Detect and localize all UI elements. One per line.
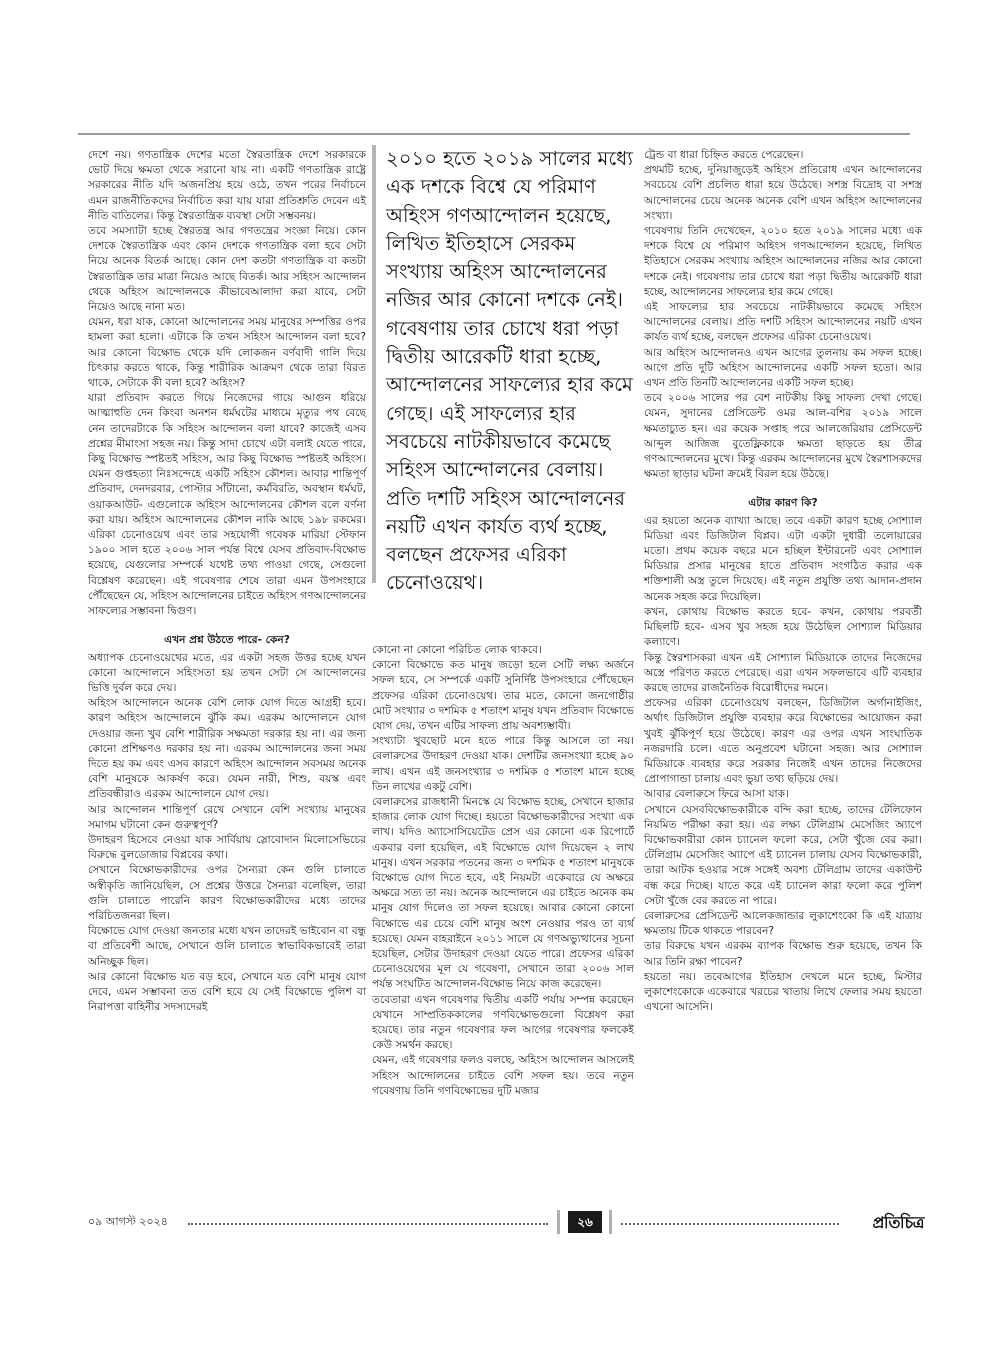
header-rule xyxy=(78,133,910,135)
publication-logo: প্রতিচিত্র xyxy=(872,1213,924,1232)
pull-quote-text: ২০১০ হতে ২০১৯ সালের মধ্যে এক দশকে বিশ্বে যে পরিমাণ অহিংস গণআন্দোলন হয়েছে, লিখিত ইতিহাসে সেরকম সংখ্যায় অহিংস আন্দোলনের নজির আর কোনো দশকে নেই। গবেষণায় তার চোখে ধরা পড়া দ্বিতীয় আরেকটি ধারা হচ্ছে, আন্দোলনের সাফল্যের হার কমে গেছে। এই সাফল্যের হার সবচেয়ে নাটকীয়ভাবে কমেছে সহিংস আন্দোলনের বেলায়। প্রতি দশটি সহিংস আন্দোলনের নয়টি এখন কার্যত ব্যর্থ হচ্ছে, বলছেন প্রফেসর এরিকা চেনোওয়েথ। xyxy=(386,147,633,595)
paragraph: সেখানে বিক্ষোভকারীদের ওপর সৈন্যরা কেন গুলি চালাতে অস্বীকৃতি জানিয়েছিল, সে প্রশ্নের উত্তরে সৈন্যরা বলেছিল, তারা গুলি চালাতে পারেনি কারণ বিক্ষোভকারীদের মধ্যে তাদের পরিচিতজনরা ছিল। xyxy=(88,864,366,922)
paragraph: বিক্ষোভে যোগ দেওয়া জনতার মধ্যে যখন তাদেরই ভাইবোন বা বন্ধু বা প্রতিবেশী আছে, সেখানে গুলি চালাতে স্বাভাবিকভাবেই তারা অনিচ্ছুক ছিল। xyxy=(88,925,366,968)
paragraph: সেখানে যেসববিক্ষোভকারীকে বন্দি করা হচ্ছে, তাদের টেলিফোন নিয়মিত পরীক্ষা করা হয়। এর লক্ষ্য টেলিগ্রাম মেসেজিং অ্যাপে বিক্ষোভকারীরা কোন চ্যানেল ফলো করে, সেটা খুঁজে বের করা। টেলিগ্রাম মেসেজিং অ্যাপে এই চ্যানেল চালায় যেসব বিক্ষোভকারী, তারা আটক হওয়ার সঙ্গে সঙ্গেই অবশ্য টেলিগ্রাম তাদের একাউন্ট বন্ধ করে দিচ্ছে। যাতে করে এই চ্যানেল কারা ফলো করে পুলিশ সেটা খুঁজে বের করতে না পারে। xyxy=(644,803,922,907)
paragraph: বেলারুসের প্রেসিডেন্ট আলেকজান্ডার লুকাশেংকো কি এই যাত্রায় ক্ষমতায় টিকে থাকতে পারবেন? xyxy=(644,909,922,938)
page-number: ২৬ xyxy=(568,1211,602,1233)
paragraph: কখন, কোথায় বিক্ষোভ করতে হবে- কখন, কোথায় পরবর্তী মিছিলটি হবে- এসব খুব সহজ হয়ে উঠেছিল সোশ্যাল মিডিয়ার কল্যাণে। xyxy=(644,605,922,649)
paragraph: তবে সমস্যাটা হচ্ছে স্বৈরতন্ত্র আর গণতন্ত্রের সংজ্ঞা নিয়ে। কোন দেশকে স্বৈরতান্ত্রিক এবং কোন দেশকে গণতান্ত্রিক বলা হবে সেটা নিয়ে অনেক বিতর্ক আছে। কোন দেশ কতটা গণতান্ত্রিক বা কতটা স্বৈরতান্ত্রিক তার মাত্রা নিয়েও আছে বিতর্ক। আর সহিংস আন্দোলন থেকে অহিংস আন্দোলনকে কীভাবেআলাদা করা যাবে, সেটা নিয়েও আছে নানা মত। xyxy=(88,225,366,314)
paragraph: তবেতারা এখন গবেষণার দ্বিতীয় একটি পর্যায় সম্পন্ন করেছেন যেখানে সাম্প্রতিককালের গণবিক্ষোভগুলো বিশ্লেষণ করা হয়েছে। তার নতুন গবেষণার ফল আগের গবেষণার ফলকেই কেউ সমর্থন করছে। xyxy=(372,993,634,1052)
paragraph: অহিংস আন্দোলনে অনেক বেশি লোক যোগ দিতে আগ্রহী হবে। কারণ অহিংস আন্দোলনে ঝুঁকি কম। এরকম আন্দোলনে যোগ দেওয়ার জন্য খুব বেশি শারীরিক সক্ষমতা দরকার হয় না। এর জন্য কোনো প্রশিক্ষণও দরকার হয় না। এরকম আন্দোলনের জন্য সময় দিতে হয় কম এবং এসব কারণে অহিংস আন্দোলন সবসময় অনেক বেশি মানুষকে আকর্ষণ করে। যেমন নারী, শিশু, বয়স্ক এবং প্রতিবন্ধীরাও এরকম আন্দোলনে যোগ দেয়। xyxy=(88,697,366,801)
paragraph: তবে ২০০৬ সালের পর বেশ নাটকীয় কিছু সাফল্য দেখা গেছে। যেমন, সুদানের প্রেসিডেন্ট ওমর আল-বশির ২০১৯ সালে ক্ষমতাচ্যুত হন। এর কয়েক সপ্তাহ পরে আলজেরিয়ার প্রেসিডেন্ট আব্দুল আজিজ বুতেফ্লিকাকে ক্ষমতা ছাড়তে হয় তীব্র গণআন্দোলনের মুখে। কিন্তু এরকম আন্দোলনের মুখে স্বৈরশাসকদের ক্ষমতা ছাড়ার ঘটনা ক্রমেই বিরল হয়ে উঠছে। xyxy=(644,392,922,481)
paragraph: প্রথমটি হচ্ছে, দুনিয়াজুড়েই অহিংস প্রতিরোধ এখন আন্দোলনের সবচেয়ে বেশি প্রচলিত ধারা হয়ে উঠেছে। সশস্ত্র বিদ্রোহ বা সশস্ত্র আন্দোলনের চেয়ে অনেক অনেক বেশি এখন অহিংস আন্দোলনের সংখ্যা। xyxy=(644,164,922,222)
paragraph: তার বিরুদ্ধে যখন এরকম ব্যাপক বিক্ষোভ শুরু হয়েছে, তখন কি আর তিনি রক্ষা পাবেন? xyxy=(644,940,922,968)
paragraph: যেমন, এই গবেষণার ফলও বলছে, অহিংস আন্দোলন আসলেই সহিংস আন্দোলনের চাইতে বেশি সফল হয়। তবে নতুন গবেষণায় তিনি গণবিক্ষোভের দুটি মজার xyxy=(372,1054,634,1097)
paragraph: কিন্তু স্বৈরশাসকরা এখন এই সোশ্যাল মিডিয়াকে তাদের নিজেদের অস্ত্রে পরিণত করতে পেরেছে। এরা এখন সফলভাবে এটি ব্যবহার করছে তাদের রাজনৈতিক বিরোধীদের দমনে। xyxy=(644,651,922,694)
article-column-2 xyxy=(372,148,634,1099)
paragraph: দেশে নয়। গণতান্ত্রিক দেশের মতো স্বৈরতান্ত্রিক দেশে সরকারকে ভোট দিয়ে ক্ষমতা থেকে সরানো যায় না। একটি গণতান্ত্রিক রাষ্ট্রে সরকারের নীতি যদি অজনপ্রিয় হয়ে ওঠে, তখন পরের নির্বাচনে এমন রাজনীতিকদের নির্বাচিত করা যায় যারা প্রতিশ্রুতি দেবেন এই নীতি বাতিলের। কিন্তু স্বৈরতান্ত্রিক ব্যবস্থা সেটা সম্ভবনয়। xyxy=(88,149,366,222)
paragraph: কোনো বিক্ষোভে কত মানুষ জড়ো হলে সেটি লক্ষ্য অর্জনে সফল হবে, সে সম্পর্কে একটি সুনির্দিষ্ট উপসংহারে পৌঁছেছেন প্রফেসর এরিকা চেনোওয়েথ। তার মতে, কোনো জনগোষ্ঠীর মোট সংখ্যার ৩ দশমিক ৫ শতাংশ মানুষ যখন প্রতিবাদ বিক্ষোভে যোগ দেয়, তখন এটির সাফল্য প্রায় অবশ্যম্ভাবী। xyxy=(372,659,634,733)
divider xyxy=(557,1210,560,1234)
paragraph: প্রফেসর এরিকা চেনোওয়েথ বলছেন, ডিজিটাল অর্গানাইজিং, অর্থাৎ ডিজিটাল প্রযুক্তি ব্যবহার করে বিক্ষোভের আয়োজন করা খুবই ঝুঁকিপূর্ণ হয়ে উঠেছে। কারণ এর ওপর এখন সাংঘাতিক নজরদারি চলে। এতে অনুপ্রবেশ ঘটানো সহজ। আর সোশ্যাল মিডিয়াকে ব্যবহার করে সরকার নিজেই এখন তাদের নিজেদের প্রোপাগান্ডা চালায় এবং ভুয়া তথ্য ছড়িয়ে দেয়। xyxy=(644,697,922,786)
issue-date: ০৯ আগস্ট ২০২৪ xyxy=(88,1215,168,1228)
dotted-leader xyxy=(621,1223,839,1225)
paragraph: উদাহরণ হিসেবে নেওয়া যাক সার্বিয়ায় স্লোবোদান মিলোসেভিচের বিরুদ্ধে বুলডোজার বিপ্লবের কথা। xyxy=(88,833,366,862)
paragraph: সংখ্যাটা খুবছোট মনে হতে পারে কিন্তু আসলে তা নয়। বেলারুসের উদাহরণ দেওয়া যাক। দেশটির জনসংখ্যা হচ্ছে ৯০ লাখ। এখন এই জনসংখ্যার ৩ দশমিক ৫ শতাংশ মানে হচ্ছে তিন লাখের একটু বেশি। xyxy=(372,735,634,793)
paragraph: আর অহিংস আন্দোলনও এখন আগের তুলনায় কম সফল হচ্ছে। আগে প্রতি দুটি অহিংস আন্দোলনের একটি সফল হতো। আর এখন প্রতি তিনটি আন্দোলনের একটি সফল হচ্ছে। xyxy=(644,346,922,390)
paragraph: বেলারুসের রাজধানী মিনস্কে যে বিক্ষোভ হচ্ছে, সেখানে হাজার হাজার লোক যোগ দিচ্ছে। হয়তো বিক্ষোভকারীদের সংখ্যা এক লাখ। যদিও অ্যাসোসিয়েটেড প্রেস এর কোনো এক রিপোর্টে একবার বলা হয়েছিল, এই বিক্ষোভে যোগ দিয়েছেন ২ লাখ মানুষ। এখন সরকার পতনের জন্য ৩ দশমিক ৫ শতাংশ মানুষকে বিক্ষোভে যোগ দিতে হবে, এই নিয়মটা একেবারে যে অক্ষরে অক্ষরে সত্য তা নয়। অনেক আন্দোলনে এর চাইতে অনেক কম মানুষ যোগ দিলেও তা সফল হয়েছে। আবার কোনো কোনো বিক্ষোভে এর চেয়ে বেশি মানুষ অংশ নেওয়ার পরও তা ব্যর্থ হয়েছে। যেমন বাহরাইনে ২০১১ সালে যে গণঅভ্যুত্থানের সূচনা হয়েছিল, সেটার উদাহরণ দেওয়া যেতে পারে। প্রফেসর এরিকা চেনোওয়েথের মূল যে গবেষণা, সেখানে তারা ২০০৬ সাল পর্যন্ত সংঘটিত আন্দোলন-বিক্ষোভ নিয়ে কাজ করেছেন। xyxy=(372,796,634,991)
paragraph: আবার বেলারুসে ফিরে আসা যাক। xyxy=(644,788,789,801)
paragraph: কোনো না কোনো পরিচিত লোক থাকবে। xyxy=(372,644,542,656)
page-footer xyxy=(88,1210,924,1234)
paragraph: এই সাফল্যের হার সবচেয়ে নাটকীয়ভাবে কমেছে সহিংস আন্দোলনের বেলায়। প্রতি দশটি সহিংস আন্দোলনের নয়টি এখন কার্যত ব্যর্থ হচ্ছে, বলছেন প্রফেসর এরিকা চেনোওয়েথ। xyxy=(644,301,922,344)
paragraph: এর হয়তো অনেক ব্যাখ্যা আছে। তবে একটা কারণ হচ্ছে সোশ্যাল মিডিয়া এবং ডিজিটাল বিপ্লব। এটা একটা দুধারী তলোয়ারের মতো। প্রথম কয়েক বছরে মনে হচ্ছিল ইন্টারনেট এবং সোশ্যাল মিডিয়ার প্রসার মানুষের হাতে প্রতিবাদ সংগঠিত করার এক শক্তিশালী অস্ত্র তুলে দিয়েছে। এই নতুন প্রযুক্তি তথ্য আদান-প্রদান অনেক সহজ করে দিয়েছিল। xyxy=(644,514,922,603)
article-column-3 xyxy=(644,148,922,1015)
article-column-1 xyxy=(88,148,366,1015)
subheading: এটার কারণ কি? xyxy=(748,497,818,510)
paragraph: যারা প্রতিবাদ করতে গিয়ে নিজেদের গায়ে আগুন ধরিয়ে আত্মাহুতি দেন কিংবা অনশন ধর্মঘটের মাধ্যমে মৃত্যুর পথ বেছে নেন তাদেরটাকে কি সহিংস আন্দোলন বলা যাবে? কাজেই এসব প্রশ্নের মীমাংসা সহজ নয়। কিন্তু সাদা চোখে এটা বলাই যেতে পারে, কিছু বিক্ষোভ স্পষ্টতই সহিংস, আর কিছু বিক্ষোভ স্পষ্টতই অহিংস। যেমন গুপ্তহত্যা নিঃসন্দেহে একটি সহিংস কৌশল। আবার শান্তিপূর্ণ প্রতিবাদ, দেনদরবার, পোস্টার সাঁটানো, কর্মবিরতি, অবস্থান ধর্মঘট, ওয়াকআউট- এগুলোকে অহিংস আন্দোলনের কৌশল বলে বর্ণনা করা যায়। অহিংস আন্দোলনের কৌশল নাকি আছে ১৯৮ রকমের। এরিকা চেনোওয়েথ এবং তার সহযোগী গবেষক মারিয়া স্টেফান ১৯০০ সাল হতে ২০০৬ সাল পর্যন্ত বিশ্বে যেসব প্রতিবাদ-বিক্ষোভ হয়েছে, যেগুলোর সম্পর্কে যথেষ্ট তথ্য পাওয়া গেছে, সেগুলো বিশ্লেষণ করেছেন। এই গবেষণার শেষে তারা এমন উপসংহারে পৌঁছেছেন যে, সহিংস আন্দোলনের চাইতে অহিংস গণআন্দোলনের সাফল্যের সম্ভাবনা দ্বিগুণ। xyxy=(88,392,366,618)
dotted-leader xyxy=(188,1223,548,1225)
divider xyxy=(609,1210,612,1234)
pull-quote xyxy=(372,145,634,595)
paragraph: আর আন্দোলন শান্তিপূর্ণ রেখে সেখানে বেশি সংখ্যায় মানুষের সমাগম ঘটানো কেন গুরুত্বপূর্ণ? xyxy=(88,803,366,831)
paragraph: অধ্যাপক চেনোওয়েথের মতে, এর একটা সহজ উত্তর হচ্ছে যখন কোনো আন্দোলনে সহিংসতা হয় তখন সেটা সে আন্দোলনের ভিত্তি দুর্বল করে দেয়। xyxy=(88,651,366,694)
paragraph: ট্রেন্ড বা ধারা চিহ্নিত করতে পেরেছেন। xyxy=(644,149,804,161)
paragraph: হয়তো নয়। তবেআগের ইতিহাস দেখলে মনে হচ্ছে, মিস্টার লুকাশেংকোকে একেবারে খরচের খাতায় লিখে ফেলার সময় হয়তো এখনো আসেনি। xyxy=(644,970,922,1014)
subheading: এখন প্রশ্ন উঠতে পারে- কেন? xyxy=(164,634,290,647)
paragraph: যেমন, ধরা যাক, কোনো আন্দোলনের সময় মানুষের সম্পত্তির ওপর হামলা করা হলো। এটাকে কি তখন সহিংস আন্দোলন বলা হবে? আর কোনো বিক্ষোভ থেকে যদি লোকজন বর্ণবাদী গালি দিয়ে চিৎকার করতে থাকে, কিন্তু শারীরিক আক্রমণ থেকে তারা বিরত থাকে, সেটাকে কী বলা হবে? অহিংস? xyxy=(88,316,366,390)
paragraph: গবেষণায় তিনি দেখেছেন, ২০১০ হতে ২০১৯ সালের মধ্যে এক দশকে বিশ্বে যে পরিমাণ অহিংস গণআন্দোলন হয়েছে, লিখিত ইতিহাসে সেরকম সংখ্যায় অহিংস আন্দোলনের নজির আর কোনো দশকে নেই। গবেষণায় তার চোখে ধরা পড়া দ্বিতীয় আরেকটি ধারা হচ্ছে, আন্দোলনের সাফল্যের হার কমে গেছে। xyxy=(644,225,922,298)
paragraph: আর কোনো বিক্ষোভ যত বড় হবে, সেখানে যত বেশি মানুষ যোগ দেবে, এমন সম্ভাবনা তত বেশি হবে যে সেই বিক্ষোভে পুলিশ বা নিরাপত্তা বাহিনীর সদস্যদেরই xyxy=(88,970,366,1014)
